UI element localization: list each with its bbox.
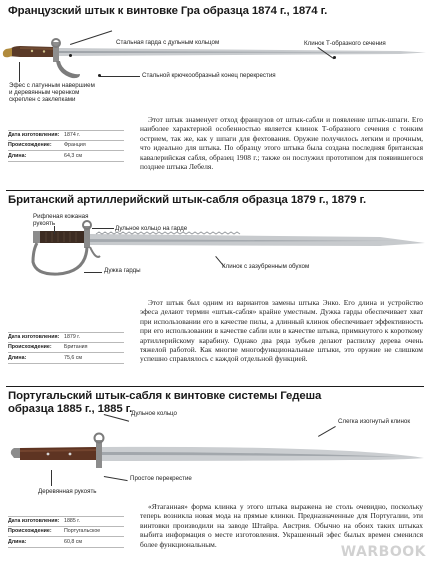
callout-curved-blade: Слегка изогнутый клинок — [338, 418, 411, 425]
spec-row-origin: Происхождение: Британия — [8, 343, 124, 354]
section-divider — [6, 190, 424, 191]
callout-knuckle-bow: Дужка гарды — [104, 267, 141, 274]
callout-wooden-grip: Деревянная рукоять — [38, 488, 97, 495]
leader-line — [100, 76, 140, 77]
leader-dot — [333, 56, 336, 59]
leader-line — [51, 470, 52, 486]
spec-row-length: Длина: 75,6 см — [8, 353, 124, 364]
spec-row-date: Дата изготовления: 1874 г. — [8, 130, 124, 141]
spec-row-origin: Происхождение: Португальское — [8, 527, 124, 538]
callout-leather-grip: Рифленая кожаная рукоять — [33, 213, 89, 227]
section-2-specs — [8, 332, 124, 364]
leader-line — [19, 62, 20, 82]
watermark-logo: WARBOOK — [340, 544, 426, 560]
leader-line — [54, 226, 55, 234]
leader-dot — [98, 74, 101, 77]
spec-row-date: Дата изготовления: 1879 г. — [8, 332, 124, 343]
section-1-specs — [8, 130, 124, 162]
leader-dot — [69, 54, 72, 57]
callout-grip: Эфес с латунным навершием и деревянным черенком скреплен с заклепками — [9, 82, 95, 103]
callout-serrated-blade: Клинок с зазубренным обухом — [222, 263, 310, 270]
callout-hook-quillon: Стальной крючкообразный конец перекрестия — [142, 72, 276, 79]
section-3-specs — [8, 516, 124, 548]
callout-simple-crossguard: Простое перекрестие — [130, 475, 192, 482]
section-2-title: Британский артиллерийский штык-сабля образца 1879 г., 1879 г. — [8, 194, 367, 206]
callout-t-blade: Клинок Т-образного сечения — [304, 40, 386, 47]
section-1-description: Этот штык знаменует отход французов от штык-сабли и появление штык-шпаги. Его наиболее характерной особенностью является клинок Т-образного сечения с тонким острием, так же, как у шпаги для фехтования. Оружие получилось легким и прочным, что идеально для штыка. По образцу этого штыка была создана последняя британская кавалерийская сабля, образец 1908 г.; также он послужил прототипом для появившегося позднее штыка Лебеля. — [140, 115, 423, 172]
section-divider — [6, 386, 424, 387]
leader-line — [84, 272, 102, 273]
section-2-description: Этот штык был одним из вариантов замены штыка Энко. Его длина и устройство эфеса делают термин «штык-сабля» крайне уместным. Дужка гарды обеспечивает хват при использовании его в качестве пилы, а длинный клинок обеспечивает эффективность при его использовании в качестве сабли или в качестве штыка, примкнутого к короткому артиллерийскому карабину. Однако два ряда зубьев делают распилку дерева очень тяжелой работой. Как многие многофункциональные штыки, это оружие не слишком успешно справлялось с каждой отдельной функцией. — [140, 298, 423, 364]
callout-muzzle-ring: Дульное кольцо — [131, 410, 177, 417]
callout-muzzle-ring: Дульное кольцо на гарде — [115, 225, 188, 232]
section-3-title: Португальский штык-сабля к винтовке системы Гедеша образца 1885 г., 1885 г. — [8, 390, 322, 415]
spec-row-origin: Происхождение: Франция — [8, 141, 124, 152]
spec-row-length: Длина: 64,3 см — [8, 151, 124, 162]
spec-row-length: Длина: 60,8 см — [8, 537, 124, 548]
section-3-description: «Ятаганная» форма клинка у этого штыка выражена не столь очевидно, поскольку теперь возникла новая мода на прямые клинки. Предназначенные для Португалии, эти винтовки производили на заводе Штайра. Австрия. Обычно на обоих таких штыках выбита информация о месте изготовления. Украшенный эфес былых времен сменился более функциональным. — [140, 502, 423, 549]
leader-line — [92, 228, 114, 229]
spec-row-date: Дата изготовления: 1885 г. — [8, 516, 124, 527]
section-1-title: Французский штык к винтовке Гра образца 1874 г., 1874 г. — [8, 5, 328, 17]
callout-guard-ring: Стальная гарда с дульным кольцом — [116, 39, 220, 46]
